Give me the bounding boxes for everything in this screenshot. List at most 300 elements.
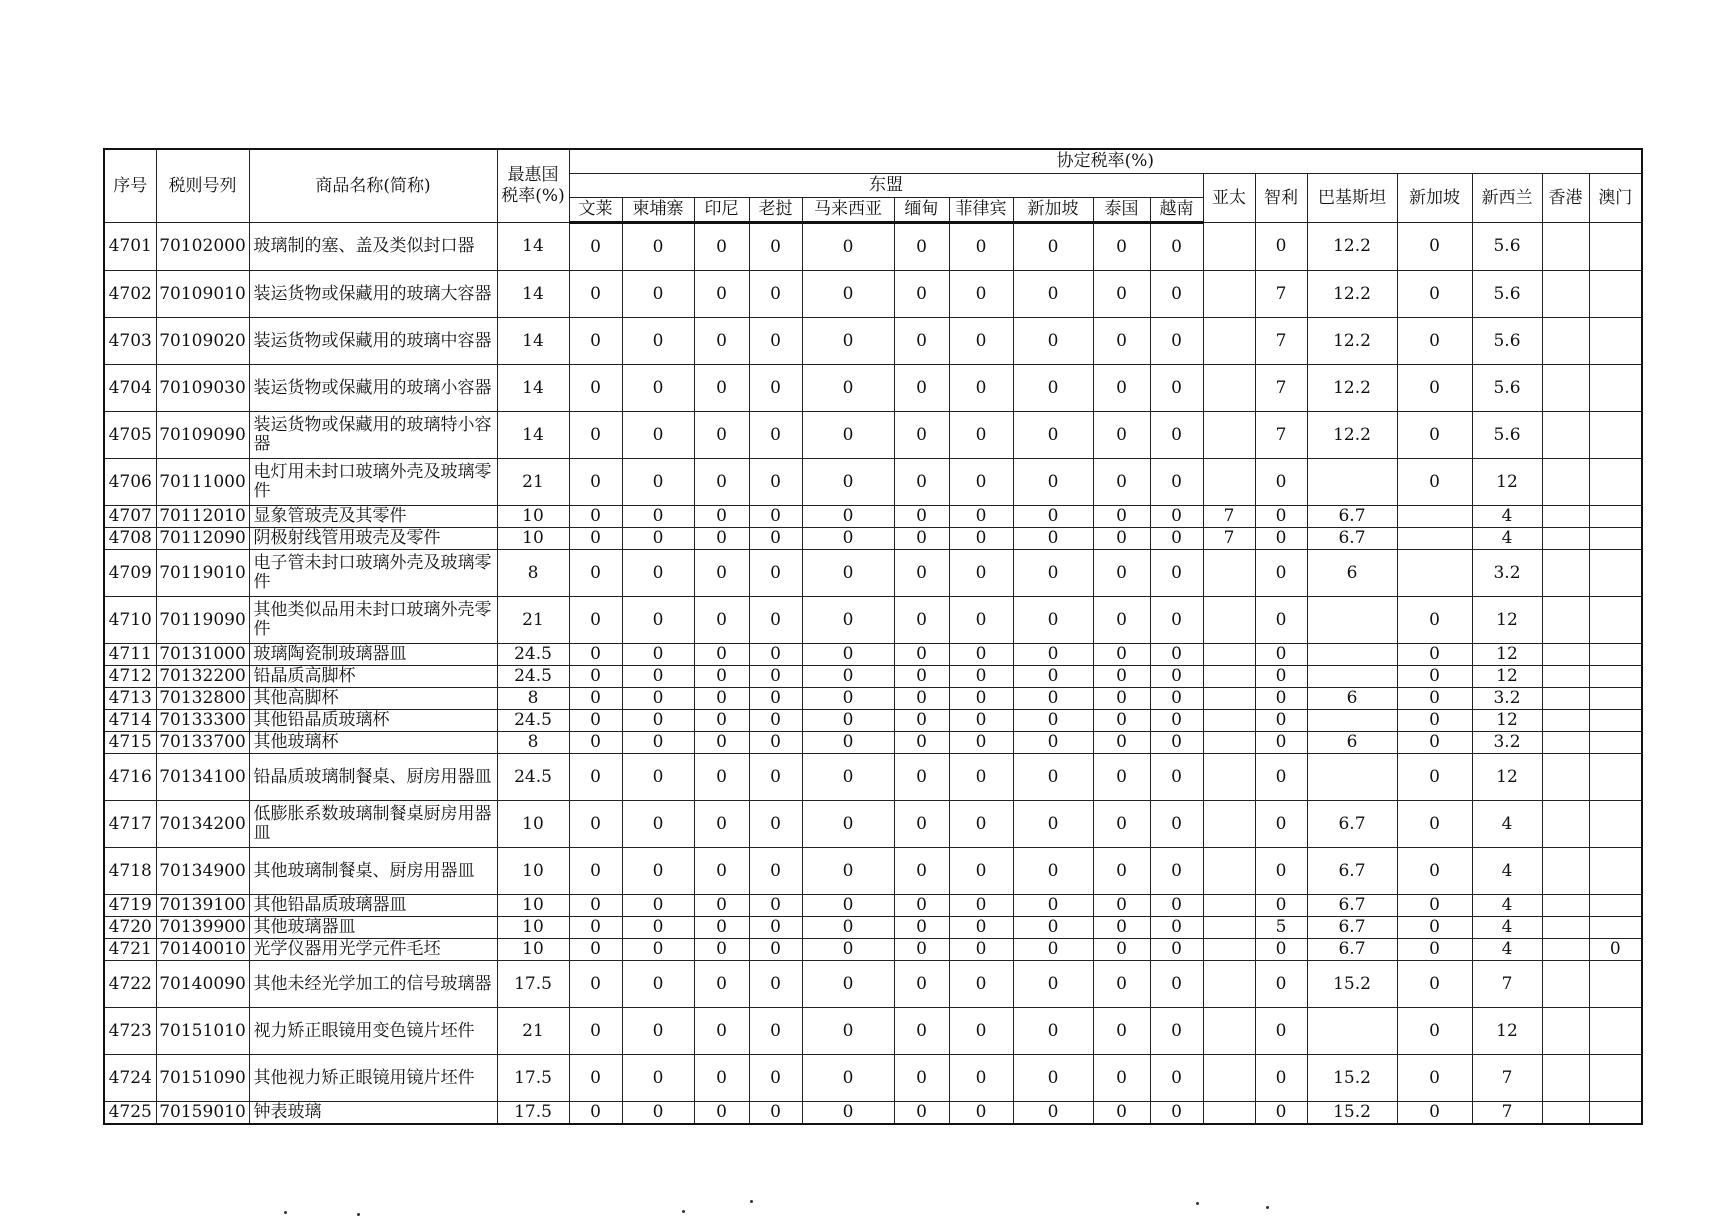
asean-rate-cell: 0 <box>622 1008 694 1055</box>
asean-rate-cell: 0 <box>694 666 749 688</box>
asean-rate-cell: 0 <box>694 1055 749 1102</box>
header-name: 商品名称(简称) <box>249 149 497 223</box>
hong-kong-rate-cell <box>1542 271 1589 318</box>
asean-rate-cell: 0 <box>802 1102 894 1125</box>
asean-rate-cell: 0 <box>1150 318 1203 365</box>
chile-rate-cell: 0 <box>1255 597 1307 644</box>
code-cell: 70109020 <box>156 318 249 365</box>
asean-rate-cell: 0 <box>949 506 1013 528</box>
asean-rate-cell: 0 <box>1093 801 1150 848</box>
asean-rate-cell: 0 <box>749 318 802 365</box>
asean-rate-cell: 0 <box>569 801 622 848</box>
seq-cell: 4702 <box>104 271 156 318</box>
code-cell: 70112010 <box>156 506 249 528</box>
chile-rate-cell: 0 <box>1255 459 1307 506</box>
apta-rate-cell <box>1203 550 1255 597</box>
asean-rate-cell: 0 <box>802 271 894 318</box>
new-zealand-rate-cell: 5.6 <box>1472 223 1542 271</box>
asean-rate-cell: 0 <box>894 666 949 688</box>
asean-rate-cell: 0 <box>802 961 894 1008</box>
code-cell: 70139900 <box>156 917 249 939</box>
asean-rate-cell: 0 <box>949 528 1013 550</box>
table-row <box>104 666 1642 688</box>
header-philippines: 菲律宾 <box>949 198 1013 223</box>
chile-rate-cell: 0 <box>1255 688 1307 710</box>
table-row <box>104 917 1642 939</box>
asean-rate-cell: 0 <box>1093 506 1150 528</box>
mfn-rate-cell: 24.5 <box>497 754 569 801</box>
asean-rate-cell: 0 <box>622 939 694 961</box>
asean-rate-cell: 0 <box>1093 271 1150 318</box>
asean-rate-cell: 0 <box>1093 754 1150 801</box>
asean-rate-cell: 0 <box>1150 848 1203 895</box>
seq-cell: 4721 <box>104 939 156 961</box>
name-cell: 铅晶质玻璃制餐桌、厨房用器皿 <box>249 754 497 801</box>
code-cell: 70119090 <box>156 597 249 644</box>
pakistan-rate-cell: 6 <box>1307 732 1397 754</box>
asean-rate-cell: 0 <box>694 732 749 754</box>
asean-rate-cell: 0 <box>749 710 802 732</box>
asean-rate-cell: 0 <box>1013 848 1093 895</box>
header-asean: 东盟 <box>569 174 1203 198</box>
name-cell: 低膨胀系数玻璃制餐桌厨房用器皿 <box>249 801 497 848</box>
chile-rate-cell: 7 <box>1255 412 1307 459</box>
asean-rate-cell: 0 <box>1093 1055 1150 1102</box>
name-cell: 其他高脚杯 <box>249 688 497 710</box>
apta-rate-cell <box>1203 1102 1255 1125</box>
mfn-rate-cell: 14 <box>497 365 569 412</box>
chile-rate-cell: 0 <box>1255 644 1307 666</box>
chile-rate-cell: 5 <box>1255 917 1307 939</box>
asean-rate-cell: 0 <box>569 848 622 895</box>
name-cell: 铅晶质高脚杯 <box>249 666 497 688</box>
asean-rate-cell: 0 <box>1150 895 1203 917</box>
header-mfn: 最惠国税率(%) <box>497 149 569 223</box>
header-malaysia: 马来西亚 <box>802 198 894 223</box>
asean-rate-cell: 0 <box>1013 644 1093 666</box>
asean-rate-cell: 0 <box>802 412 894 459</box>
header-vietnam: 越南 <box>1150 198 1203 223</box>
header-apta: 亚太 <box>1203 174 1255 223</box>
asean-rate-cell: 0 <box>1150 365 1203 412</box>
asean-rate-cell: 0 <box>949 1102 1013 1125</box>
macao-rate-cell <box>1589 848 1642 895</box>
asean-rate-cell: 0 <box>949 318 1013 365</box>
asean-rate-cell: 0 <box>694 459 749 506</box>
seq-cell: 4716 <box>104 754 156 801</box>
asean-rate-cell: 0 <box>1013 801 1093 848</box>
seq-cell: 4706 <box>104 459 156 506</box>
header-agreement: 协定税率(%) <box>569 149 1642 174</box>
singapore-rate-cell: 0 <box>1397 666 1472 688</box>
asean-rate-cell: 0 <box>569 318 622 365</box>
new-zealand-rate-cell: 3.2 <box>1472 732 1542 754</box>
asean-rate-cell: 0 <box>1150 710 1203 732</box>
code-cell: 70131000 <box>156 644 249 666</box>
apta-rate-cell <box>1203 961 1255 1008</box>
name-cell: 光学仪器用光学元件毛坯 <box>249 939 497 961</box>
asean-rate-cell: 0 <box>1013 754 1093 801</box>
pakistan-rate-cell: 12.2 <box>1307 271 1397 318</box>
macao-rate-cell <box>1589 1055 1642 1102</box>
seq-cell: 4703 <box>104 318 156 365</box>
code-cell: 70109030 <box>156 365 249 412</box>
macao-rate-cell <box>1589 412 1642 459</box>
singapore-rate-cell: 0 <box>1397 848 1472 895</box>
apta-rate-cell <box>1203 1008 1255 1055</box>
header-new-zealand: 新西兰 <box>1472 174 1542 223</box>
asean-rate-cell: 0 <box>1093 917 1150 939</box>
asean-rate-cell: 0 <box>802 644 894 666</box>
asean-rate-cell: 0 <box>1013 597 1093 644</box>
asean-rate-cell: 0 <box>894 528 949 550</box>
asean-rate-cell: 0 <box>949 848 1013 895</box>
pakistan-rate-cell <box>1307 597 1397 644</box>
table-row <box>104 506 1642 528</box>
table-row <box>104 688 1642 710</box>
macao-rate-cell <box>1589 732 1642 754</box>
asean-rate-cell: 0 <box>1013 732 1093 754</box>
name-cell: 显象管玻壳及其零件 <box>249 506 497 528</box>
code-cell: 70133300 <box>156 710 249 732</box>
singapore-rate-cell: 0 <box>1397 895 1472 917</box>
code-cell: 70151090 <box>156 1055 249 1102</box>
new-zealand-rate-cell: 4 <box>1472 528 1542 550</box>
asean-rate-cell: 0 <box>894 1055 949 1102</box>
chile-rate-cell: 0 <box>1255 848 1307 895</box>
asean-rate-cell: 0 <box>569 917 622 939</box>
chile-rate-cell: 0 <box>1255 710 1307 732</box>
table-row <box>104 710 1642 732</box>
new-zealand-rate-cell: 4 <box>1472 895 1542 917</box>
new-zealand-rate-cell: 12 <box>1472 666 1542 688</box>
chile-rate-cell: 7 <box>1255 318 1307 365</box>
asean-rate-cell: 0 <box>1013 550 1093 597</box>
asean-rate-cell: 0 <box>694 939 749 961</box>
pakistan-rate-cell <box>1307 754 1397 801</box>
asean-rate-cell: 0 <box>949 917 1013 939</box>
singapore-rate-cell: 0 <box>1397 412 1472 459</box>
hong-kong-rate-cell <box>1542 688 1589 710</box>
seq-cell: 4717 <box>104 801 156 848</box>
pakistan-rate-cell <box>1307 710 1397 732</box>
table-row <box>104 895 1642 917</box>
asean-rate-cell: 0 <box>802 848 894 895</box>
new-zealand-rate-cell: 4 <box>1472 939 1542 961</box>
new-zealand-rate-cell: 5.6 <box>1472 365 1542 412</box>
new-zealand-rate-cell: 7 <box>1472 961 1542 1008</box>
asean-rate-cell: 0 <box>894 939 949 961</box>
asean-rate-cell: 0 <box>1013 506 1093 528</box>
asean-rate-cell: 0 <box>802 1055 894 1102</box>
table-row <box>104 550 1642 597</box>
asean-rate-cell: 0 <box>694 961 749 1008</box>
name-cell: 阴极射线管用玻壳及零件 <box>249 528 497 550</box>
code-cell: 70140090 <box>156 961 249 1008</box>
asean-rate-cell: 0 <box>802 688 894 710</box>
asean-rate-cell: 0 <box>802 732 894 754</box>
macao-rate-cell <box>1589 318 1642 365</box>
code-cell: 70151010 <box>156 1008 249 1055</box>
new-zealand-rate-cell: 12 <box>1472 754 1542 801</box>
asean-rate-cell: 0 <box>949 710 1013 732</box>
asean-rate-cell: 0 <box>1150 939 1203 961</box>
hong-kong-rate-cell <box>1542 318 1589 365</box>
chile-rate-cell: 0 <box>1255 1102 1307 1125</box>
asean-rate-cell: 0 <box>1013 271 1093 318</box>
asean-rate-cell: 0 <box>1093 732 1150 754</box>
singapore-rate-cell: 0 <box>1397 939 1472 961</box>
code-cell: 70119010 <box>156 550 249 597</box>
new-zealand-rate-cell: 7 <box>1472 1055 1542 1102</box>
asean-rate-cell: 0 <box>1013 710 1093 732</box>
asean-rate-cell: 0 <box>694 917 749 939</box>
asean-rate-cell: 0 <box>694 848 749 895</box>
asean-rate-cell: 0 <box>894 1008 949 1055</box>
asean-rate-cell: 0 <box>1150 271 1203 318</box>
apta-rate-cell: 7 <box>1203 506 1255 528</box>
table-row <box>104 223 1642 271</box>
hong-kong-rate-cell <box>1542 412 1589 459</box>
code-cell: 70159010 <box>156 1102 249 1125</box>
chile-rate-cell: 0 <box>1255 961 1307 1008</box>
asean-rate-cell: 0 <box>622 365 694 412</box>
new-zealand-rate-cell: 4 <box>1472 506 1542 528</box>
asean-rate-cell: 0 <box>894 597 949 644</box>
asean-rate-cell: 0 <box>1093 710 1150 732</box>
mfn-rate-cell: 14 <box>497 223 569 271</box>
mfn-rate-cell: 24.5 <box>497 666 569 688</box>
asean-rate-cell: 0 <box>949 732 1013 754</box>
asean-rate-cell: 0 <box>894 318 949 365</box>
asean-rate-cell: 0 <box>694 223 749 271</box>
new-zealand-rate-cell: 12 <box>1472 644 1542 666</box>
code-cell: 70111000 <box>156 459 249 506</box>
pakistan-rate-cell: 6.7 <box>1307 528 1397 550</box>
mfn-rate-cell: 24.5 <box>497 644 569 666</box>
asean-rate-cell: 0 <box>569 710 622 732</box>
mfn-rate-cell: 14 <box>497 412 569 459</box>
asean-rate-cell: 0 <box>894 412 949 459</box>
asean-rate-cell: 0 <box>1093 365 1150 412</box>
new-zealand-rate-cell: 4 <box>1472 801 1542 848</box>
asean-rate-cell: 0 <box>694 597 749 644</box>
asean-rate-cell: 0 <box>694 895 749 917</box>
singapore-rate-cell: 0 <box>1397 223 1472 271</box>
macao-rate-cell <box>1589 1102 1642 1125</box>
asean-rate-cell: 0 <box>622 961 694 1008</box>
header-asean-singapore: 新加坡 <box>1013 198 1093 223</box>
asean-rate-cell: 0 <box>694 1102 749 1125</box>
asean-rate-cell: 0 <box>1093 961 1150 1008</box>
singapore-rate-cell: 0 <box>1397 1102 1472 1125</box>
mfn-rate-cell: 17.5 <box>497 1102 569 1125</box>
asean-rate-cell: 0 <box>694 754 749 801</box>
table-row <box>104 318 1642 365</box>
apta-rate-cell <box>1203 271 1255 318</box>
asean-rate-cell: 0 <box>749 1102 802 1125</box>
apta-rate-cell <box>1203 939 1255 961</box>
singapore-rate-cell: 0 <box>1397 801 1472 848</box>
name-cell: 其他铅晶质玻璃器皿 <box>249 895 497 917</box>
asean-rate-cell: 0 <box>802 710 894 732</box>
chile-rate-cell: 0 <box>1255 1055 1307 1102</box>
name-cell: 其他玻璃器皿 <box>249 917 497 939</box>
singapore-rate-cell: 0 <box>1397 597 1472 644</box>
table-row <box>104 597 1642 644</box>
asean-rate-cell: 0 <box>894 688 949 710</box>
asean-rate-cell: 0 <box>1150 754 1203 801</box>
asean-rate-cell: 0 <box>894 801 949 848</box>
asean-rate-cell: 0 <box>1150 732 1203 754</box>
asean-rate-cell: 0 <box>622 666 694 688</box>
chile-rate-cell: 0 <box>1255 1008 1307 1055</box>
mfn-rate-cell: 10 <box>497 848 569 895</box>
asean-rate-cell: 0 <box>1150 688 1203 710</box>
chile-rate-cell: 7 <box>1255 365 1307 412</box>
asean-rate-cell: 0 <box>802 917 894 939</box>
asean-rate-cell: 0 <box>894 848 949 895</box>
macao-rate-cell <box>1589 597 1642 644</box>
macao-rate-cell <box>1589 271 1642 318</box>
asean-rate-cell: 0 <box>749 528 802 550</box>
asean-rate-cell: 0 <box>622 459 694 506</box>
macao-rate-cell <box>1589 666 1642 688</box>
asean-rate-cell: 0 <box>802 365 894 412</box>
asean-rate-cell: 0 <box>949 895 1013 917</box>
seq-cell: 4705 <box>104 412 156 459</box>
asean-rate-cell: 0 <box>949 459 1013 506</box>
asean-rate-cell: 0 <box>694 318 749 365</box>
name-cell: 装运货物或保藏用的玻璃特小容器 <box>249 412 497 459</box>
asean-rate-cell: 0 <box>694 801 749 848</box>
name-cell: 视力矫正眼镜用变色镜片坯件 <box>249 1008 497 1055</box>
code-cell: 70139100 <box>156 895 249 917</box>
new-zealand-rate-cell: 4 <box>1472 917 1542 939</box>
seq-cell: 4724 <box>104 1055 156 1102</box>
asean-rate-cell: 0 <box>949 550 1013 597</box>
macao-rate-cell <box>1589 895 1642 917</box>
apta-rate-cell <box>1203 223 1255 271</box>
asean-rate-cell: 0 <box>1150 1008 1203 1055</box>
macao-rate-cell: 0 <box>1589 939 1642 961</box>
hong-kong-rate-cell <box>1542 895 1589 917</box>
asean-rate-cell: 0 <box>949 1008 1013 1055</box>
asean-rate-cell: 0 <box>1150 644 1203 666</box>
asean-rate-cell: 0 <box>749 365 802 412</box>
asean-rate-cell: 0 <box>749 895 802 917</box>
asean-rate-cell: 0 <box>622 412 694 459</box>
asean-rate-cell: 0 <box>569 895 622 917</box>
name-cell: 电子管未封口玻璃外壳及玻璃零件 <box>249 550 497 597</box>
seq-cell: 4708 <box>104 528 156 550</box>
seq-cell: 4707 <box>104 506 156 528</box>
seq-cell: 4704 <box>104 365 156 412</box>
asean-rate-cell: 0 <box>569 666 622 688</box>
mfn-rate-cell: 21 <box>497 459 569 506</box>
singapore-rate-cell: 0 <box>1397 271 1472 318</box>
chile-rate-cell: 7 <box>1255 271 1307 318</box>
asean-rate-cell: 0 <box>1093 223 1150 271</box>
mfn-rate-cell: 21 <box>497 597 569 644</box>
asean-rate-cell: 0 <box>1150 917 1203 939</box>
asean-rate-cell: 0 <box>1093 1102 1150 1125</box>
table-row <box>104 412 1642 459</box>
asean-rate-cell: 0 <box>694 1008 749 1055</box>
scan-speck <box>682 1210 685 1213</box>
seq-cell: 4718 <box>104 848 156 895</box>
asean-rate-cell: 0 <box>749 848 802 895</box>
pakistan-rate-cell <box>1307 459 1397 506</box>
mfn-rate-cell: 10 <box>497 895 569 917</box>
macao-rate-cell <box>1589 688 1642 710</box>
asean-rate-cell: 0 <box>894 550 949 597</box>
asean-rate-cell: 0 <box>569 644 622 666</box>
mfn-rate-cell: 17.5 <box>497 961 569 1008</box>
new-zealand-rate-cell: 4 <box>1472 848 1542 895</box>
asean-rate-cell: 0 <box>802 597 894 644</box>
asean-rate-cell: 0 <box>1150 550 1203 597</box>
asean-rate-cell: 0 <box>569 550 622 597</box>
asean-rate-cell: 0 <box>1013 459 1093 506</box>
code-cell: 70140010 <box>156 939 249 961</box>
hong-kong-rate-cell <box>1542 1102 1589 1125</box>
asean-rate-cell: 0 <box>749 801 802 848</box>
new-zealand-rate-cell: 12 <box>1472 597 1542 644</box>
hong-kong-rate-cell <box>1542 939 1589 961</box>
asean-rate-cell: 0 <box>949 223 1013 271</box>
asean-rate-cell: 0 <box>749 412 802 459</box>
asean-rate-cell: 0 <box>802 550 894 597</box>
asean-rate-cell: 0 <box>894 1102 949 1125</box>
scan-speck <box>1196 1202 1199 1205</box>
asean-rate-cell: 0 <box>622 688 694 710</box>
header-cambodia: 柬埔寨 <box>622 198 694 223</box>
asean-rate-cell: 0 <box>1150 506 1203 528</box>
new-zealand-rate-cell: 5.6 <box>1472 318 1542 365</box>
singapore-rate-cell: 0 <box>1397 1055 1472 1102</box>
code-cell: 70133700 <box>156 732 249 754</box>
table-row <box>104 644 1642 666</box>
asean-rate-cell: 0 <box>894 754 949 801</box>
asean-rate-cell: 0 <box>894 961 949 1008</box>
asean-rate-cell: 0 <box>622 318 694 365</box>
asean-rate-cell: 0 <box>1013 223 1093 271</box>
singapore-rate-cell: 0 <box>1397 644 1472 666</box>
asean-rate-cell: 0 <box>749 939 802 961</box>
pakistan-rate-cell <box>1307 666 1397 688</box>
header-myanmar: 缅甸 <box>894 198 949 223</box>
seq-cell: 4701 <box>104 223 156 271</box>
singapore-rate-cell: 0 <box>1397 917 1472 939</box>
asean-rate-cell: 0 <box>1013 365 1093 412</box>
asean-rate-cell: 0 <box>1013 412 1093 459</box>
asean-rate-cell: 0 <box>622 1055 694 1102</box>
asean-rate-cell: 0 <box>1013 917 1093 939</box>
header-laos: 老挝 <box>749 198 802 223</box>
hong-kong-rate-cell <box>1542 506 1589 528</box>
singapore-rate-cell: 0 <box>1397 365 1472 412</box>
singapore-rate-cell: 0 <box>1397 732 1472 754</box>
asean-rate-cell: 0 <box>1093 550 1150 597</box>
chile-rate-cell: 0 <box>1255 506 1307 528</box>
header-seq: 序号 <box>104 149 156 223</box>
pakistan-rate-cell: 6 <box>1307 688 1397 710</box>
asean-rate-cell: 0 <box>694 688 749 710</box>
macao-rate-cell <box>1589 365 1642 412</box>
apta-rate-cell <box>1203 365 1255 412</box>
header-code: 税则号列 <box>156 149 249 223</box>
